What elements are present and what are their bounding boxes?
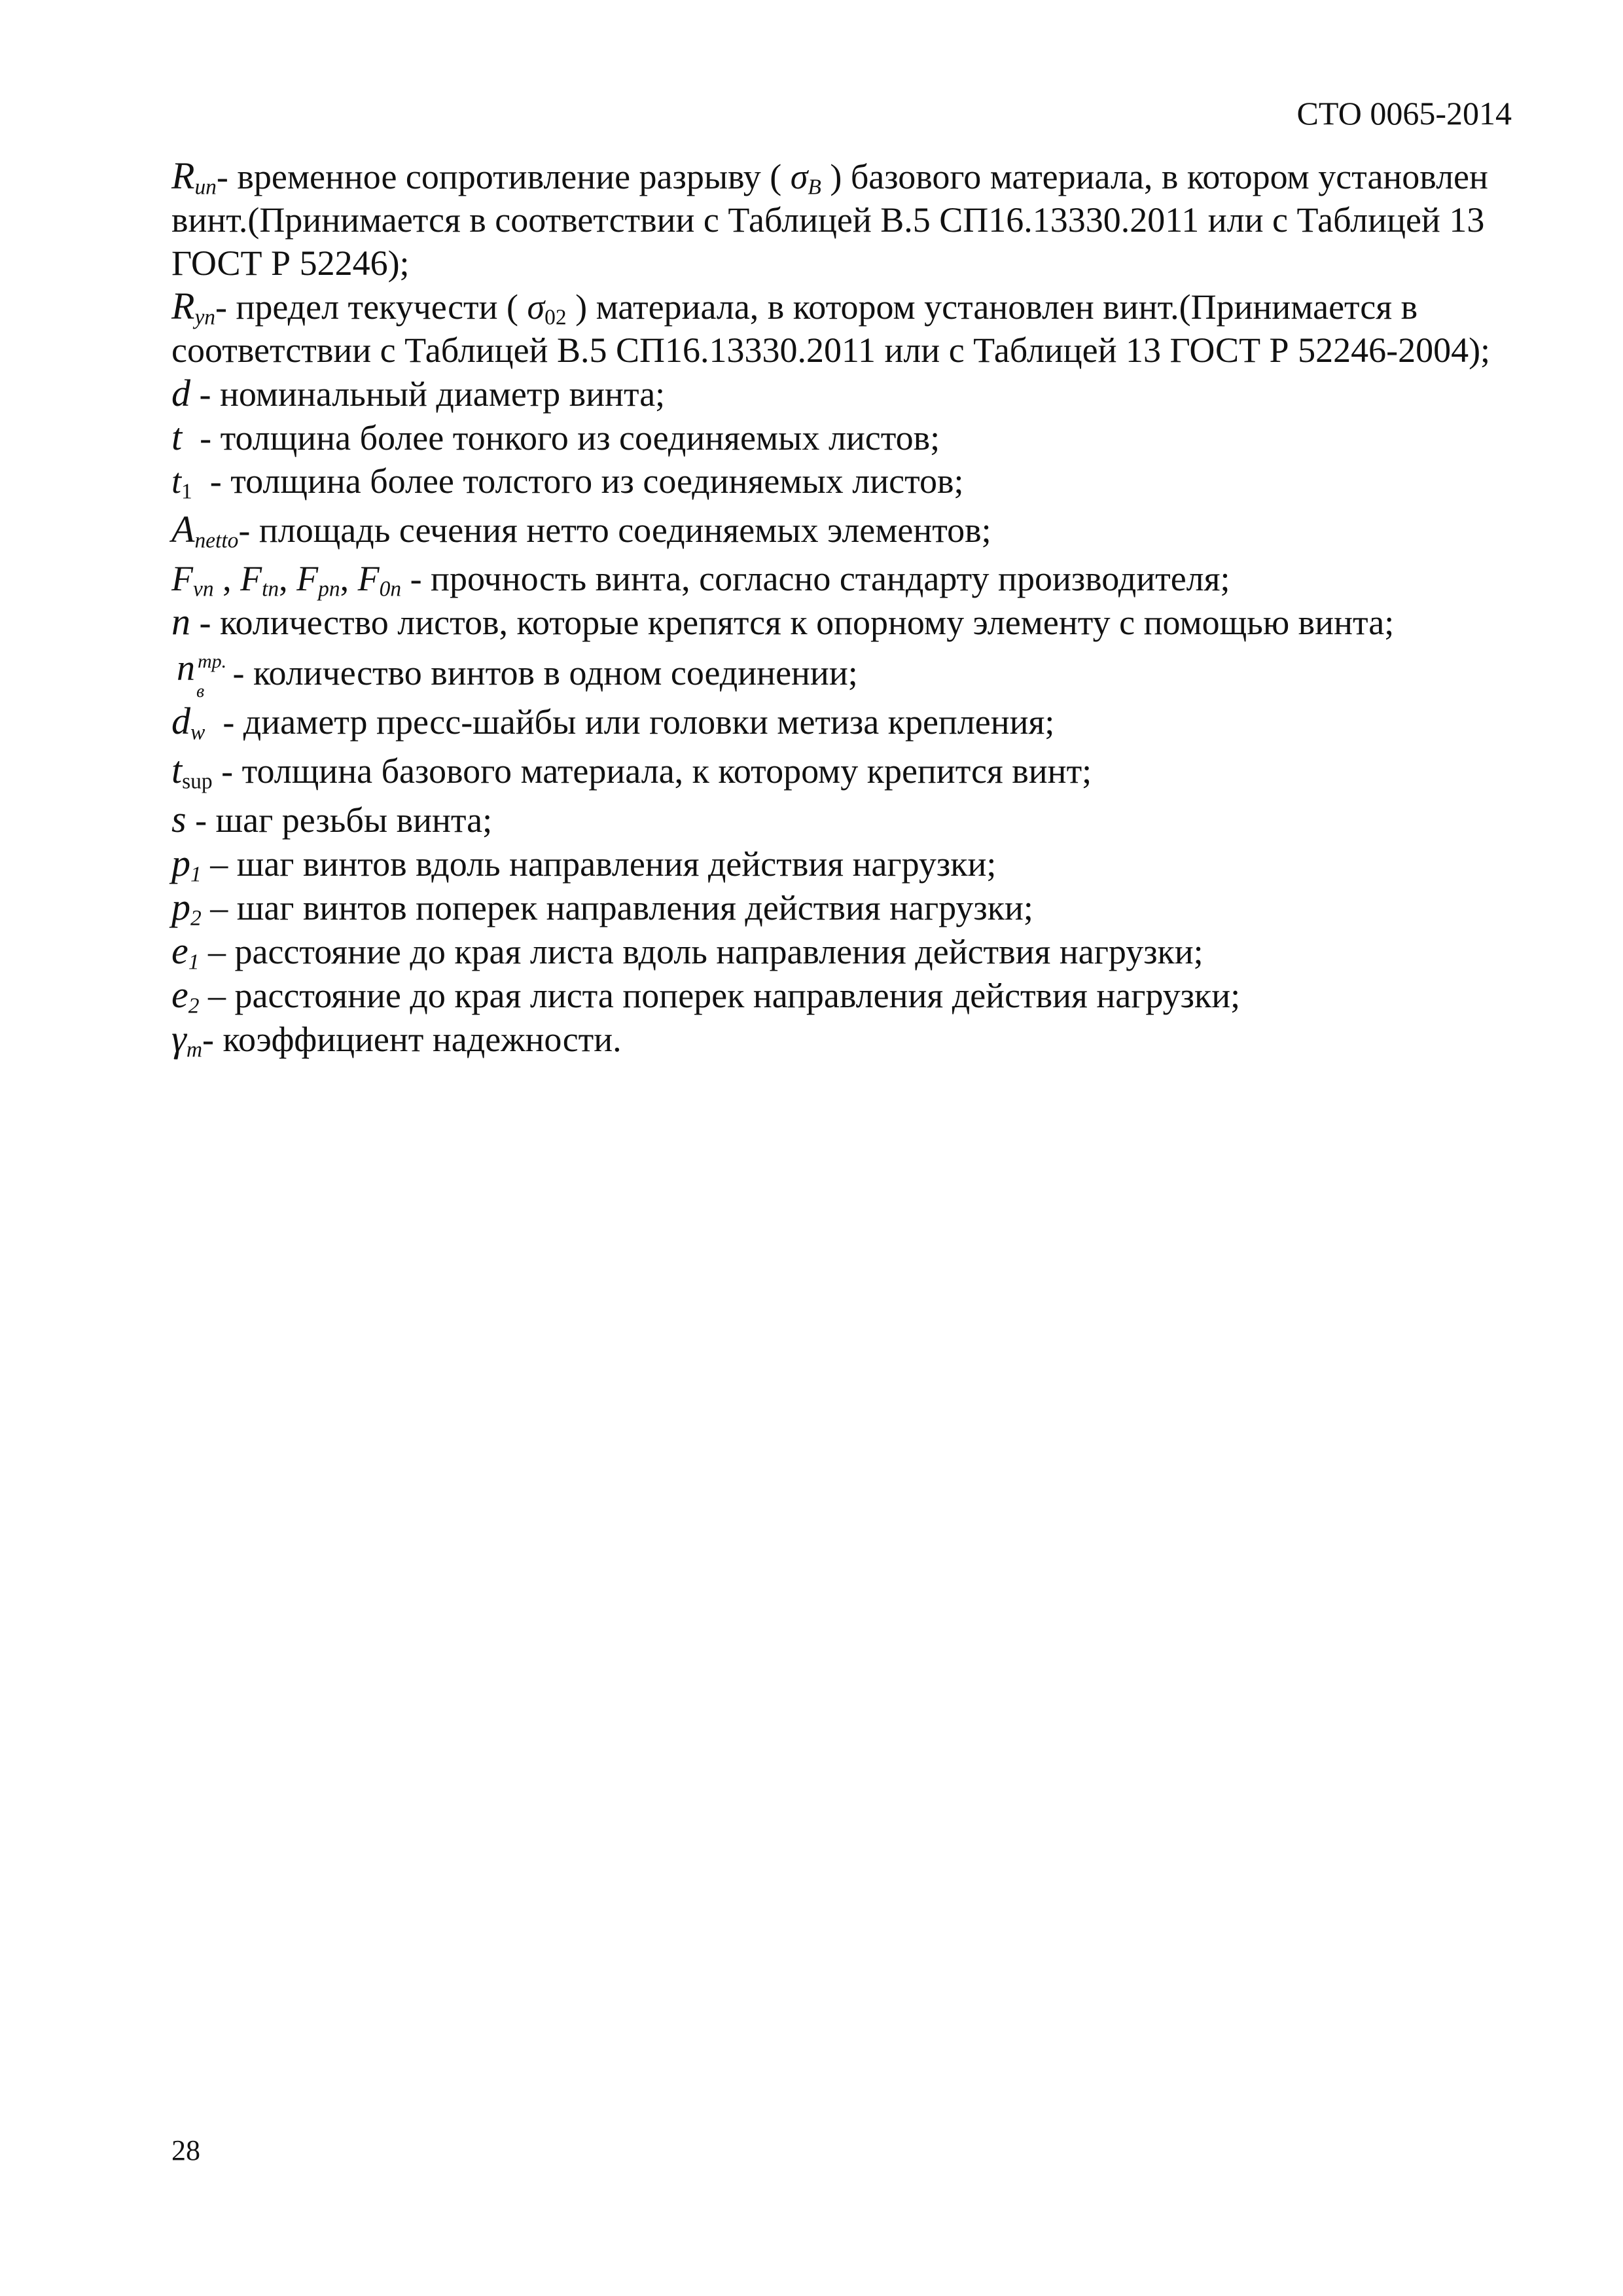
symbol-f: F <box>171 559 193 598</box>
definition-dw <box>171 700 1513 744</box>
document-code-header: СТО 0065-2014 <box>1296 95 1512 132</box>
symbol-subscript: pn <box>318 577 340 601</box>
definition-text: - толщина более толстого из соединяемых листов; <box>192 461 964 501</box>
symbol-s: s <box>171 798 187 840</box>
symbol-gamma: γ <box>171 1017 187 1060</box>
sigma-symbol: σ <box>790 157 808 196</box>
definition-ntp <box>171 648 1513 702</box>
definition-t1 <box>171 459 1513 503</box>
symbol-e: e <box>171 973 188 1016</box>
definition-run <box>171 154 1513 285</box>
definition-text: ) материала, в котором установлен винт.(Принимается в соответствии с Таблицей В.5 СП16.13330.2011 или с Таблицей 13 ГОСТ Р 52246-2004); <box>171 287 1491 370</box>
definition-text: - номинальный диаметр винта; <box>190 374 666 414</box>
symbol-d: d <box>171 372 190 414</box>
separator: , <box>279 559 297 598</box>
definition-text: - временное сопротивление разрыву ( <box>216 157 782 196</box>
definition-n <box>171 600 1513 644</box>
definition-text: – шаг винтов поперек направления действия нагрузки; <box>201 888 1033 927</box>
definition-e2 <box>171 973 1513 1017</box>
definition-text: ) базового материала, в котором установлен винт.(Принимается в соответствии с Таблицей В.5 СП16.13330.2011 или с Таблицей 13 ГОСТ Р 52246); <box>171 157 1488 283</box>
definition-ryn <box>171 285 1513 372</box>
definition-forces <box>171 557 1513 600</box>
symbol-t: t <box>171 416 183 458</box>
symbol-subscript: в <box>196 681 205 702</box>
symbol-subscript: 2 <box>190 906 202 931</box>
sigma-subscript: 02 <box>544 305 567 330</box>
definition-gamma <box>171 1017 1513 1061</box>
definition-p2 <box>171 886 1513 929</box>
symbol-subscript: un <box>194 175 217 200</box>
symbol-n: n <box>171 600 190 643</box>
separator: , <box>213 559 241 598</box>
symbol-subscript: sup <box>182 769 213 794</box>
symbol-a: A <box>171 508 195 550</box>
symbol-subscript: netto <box>194 528 239 553</box>
definition-text: - толщина более тонкого из соединяемых листов; <box>182 418 940 457</box>
symbol-definitions <box>171 154 1513 1061</box>
sigma-symbol: σ <box>527 287 545 327</box>
page-number: 28 <box>171 2134 200 2166</box>
symbol-t: t <box>171 461 182 501</box>
symbol-subscript: 1 <box>188 950 200 975</box>
definition-p1 <box>171 842 1513 886</box>
definition-s <box>171 798 1513 842</box>
symbol-e: e <box>171 929 188 972</box>
symbol-superscript: тр. <box>198 651 227 672</box>
definition-text: - количество листов, которые крепятся к опорному элементу с помощью винта; <box>190 603 1395 642</box>
definition-text: - шаг резьбы винта; <box>186 800 493 840</box>
definition-text: – шаг винтов вдоль направления действия нагрузки; <box>201 844 997 884</box>
symbol-subscript: 2 <box>188 994 200 1018</box>
symbol-t: t <box>171 749 183 791</box>
symbol-subscript: 1 <box>190 862 202 887</box>
definition-d <box>171 372 1513 416</box>
symbol-d: d <box>171 700 190 742</box>
definition-text: – расстояние до края листа вдоль направления действия нагрузки; <box>199 932 1204 971</box>
symbol-subscript: w <box>190 720 205 745</box>
definition-t <box>171 416 1513 459</box>
definition-text: - толщина базового материала, к которому крепится винт; <box>212 751 1092 791</box>
symbol-f: F <box>240 559 262 598</box>
definition-text: – расстояние до края листа поперек направления действия нагрузки; <box>199 976 1241 1015</box>
symbol-f: F <box>296 559 319 598</box>
definition-text: - количество винтов в одном соединении; <box>224 653 858 692</box>
definition-e1 <box>171 929 1513 973</box>
symbol-subscript: tn <box>262 577 279 601</box>
separator: , <box>340 559 358 598</box>
definition-text: - коэффициент надежности. <box>202 1020 622 1059</box>
symbol-n-stacked <box>171 648 227 702</box>
symbol-subscript: yn <box>194 305 216 330</box>
symbol-f: F <box>357 559 380 598</box>
symbol-subscript: 1 <box>181 479 192 504</box>
definition-tsup <box>171 749 1513 793</box>
symbol-subscript: vn <box>193 577 214 601</box>
definition-text: - прочность винта, согласно стандарту производителя; <box>401 559 1230 598</box>
symbol-r: R <box>171 154 195 197</box>
definition-text: - площадь сечения нетто соединяемых элементов; <box>238 511 991 550</box>
definition-anetto <box>171 508 1513 552</box>
sigma-subscript: B <box>808 175 821 200</box>
definition-text: - диаметр пресс-шайбы или головки метиза крепления; <box>205 702 1055 742</box>
symbol-r: R <box>171 285 195 327</box>
definition-text: - предел текучести ( <box>215 287 519 327</box>
symbol-p: p <box>171 842 190 884</box>
symbol-subscript: 0n <box>379 577 402 601</box>
symbol-n: n <box>177 648 195 689</box>
symbol-p: p <box>171 886 190 928</box>
symbol-subscript: m <box>186 1037 203 1062</box>
